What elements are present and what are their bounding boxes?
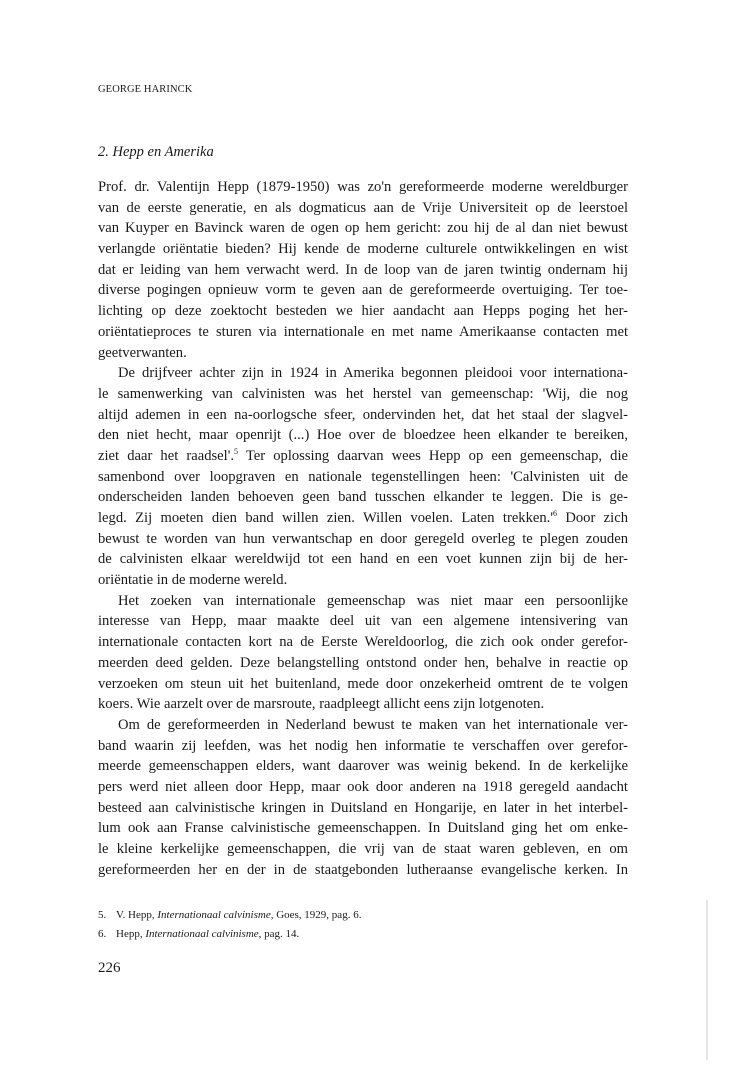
footnote-title: Internationaal calvinisme [157,909,271,921]
text-line [98,322,628,343]
scan-edge-shadow [706,900,708,1060]
text-line [98,818,628,839]
footnote-text: Hepp, [116,927,146,940]
text-segment: verlangde oriëntatie bieden? Hij kende de moderne culturele ontwikkelingen en wist [98,241,628,258]
footnote-ref: 5 [234,446,238,456]
text-line [98,798,628,819]
text-segment: band waarin zij leefden, was het nodig hen informatie te verschaffen over gerefor- [98,737,628,754]
text-segment: samenbond over loopgraven en nationale tegenstellingen heen: 'Calvinisten uit de [98,468,628,485]
text-segment: gereformeerden her en der in de staatgebonden lutheraanse evangelische kerken. In [98,861,628,878]
text-segment: ziet daar het raadsel'. [98,447,234,464]
text-segment: koers. Wie aarzelt over de marsroute, raadpleegt allicht eens zijn lotgenoten. [98,696,545,713]
text-segment: internationale contacten kort na de Eerste Wereldoorlog, die zich ook onder gerefor- [98,634,628,651]
text-segment: oriëntatieproces te sturen via internationale en met name Amerikaanse contacten met [98,323,628,340]
text-segment: Prof. dr. Valentijn Hepp (1879-1950) was zo'n gereformeerde moderne wereldburger [98,179,628,195]
text-line [98,405,628,426]
text-segment: lum ook aan Franse calvinistische gemeenschappen. In Duitsland ging het om enke- [98,820,628,837]
paragraph [98,363,628,591]
footnote [98,906,361,925]
text-segment: verzoeken om steun uit het buitenland, mede door onzekerheid omtrent de te volgen [98,675,628,692]
text-line [98,425,628,446]
running-head: GEORGE HARINCK [98,84,193,95]
paragraph [98,591,628,715]
footnotes [98,906,361,943]
text-segment: Om de gereformeerden in Nederland bewust te maken van het internationale ver- [118,716,628,733]
text-segment: pers werd niet alleen door Hepp, maar ook door anderen na 1918 geregeld aandacht [98,778,628,795]
text-segment: lichting op deze zoektocht besteden we hier aandacht aan Hepps poging het her- [98,303,628,320]
text-segment: onderscheiden landen behoeven geen band tusschen elkander te leggen. Die is ge- [98,489,628,506]
text-line [98,301,628,322]
text-segment: de calvinisten elkaar wereldwijd tot een hand en een voet kunnen zijn bij de her- [98,551,628,568]
text-segment: oriëntatie in de moderne wereld. [98,572,288,589]
paragraph [98,715,628,881]
footnote [98,925,361,944]
body-text [98,177,628,880]
text-line [98,280,628,301]
text-line [98,756,628,777]
text-line [98,549,628,570]
page-number: 226 [98,960,121,976]
footnote-text: V. Hepp, [116,909,158,921]
text-line [98,715,628,736]
text-line [98,839,628,860]
text-segment: van de eerste generatie, en als dogmaticus aan de Vrije Universiteit op de leerstoel [98,199,628,216]
text-line [98,177,628,198]
text-segment: interesse van Hepp, maar maakte deel uit van een algemene intensivering van [98,613,628,630]
text-line [98,591,628,612]
text-segment: geetverwanten. [98,344,187,361]
section-heading: 2. Hepp en Amerika [98,144,214,160]
text-segment: Door zich [556,510,628,526]
footnote-text: , pag. 14. [258,927,300,940]
text-segment: meerden deed gelden. Deze belangstelling ontstond onder hen, behalve in reactie op [98,654,628,671]
text-line [98,384,628,405]
text-segment: le kleine kerkelijke gemeenschappen, die vrij van de staat waren gebleven, en om [98,841,628,857]
text-line [98,736,628,757]
footnote-text: , Goes, 1929, pag. 6. [270,909,362,921]
text-segment: van Kuyper en Bavinck waren de ogen op hem gericht: zou hij de al dan niet bewust [98,220,628,237]
text-segment: den niet hecht, maar openrijt (...) Hoe over de bloedzee heen elkander te bereiken, [98,427,628,444]
text-line [98,467,628,488]
text-line [98,343,628,364]
text-segment: le samenwerking van calvinisten was het herstel van gemeenschap: 'Wij, die nog [98,385,628,402]
footnote-number: 5. [98,909,107,921]
text-segment: De drijfveer achter zijn in 1924 in Amerika begonnen pleidooi voor internationa- [118,365,628,382]
text-line [98,508,628,529]
text-line [98,611,628,632]
text-line [98,487,628,508]
footnote-ref: 6 [552,509,557,518]
footnote-title: Internationaal calvinisme [145,927,259,940]
footnote-number: 6. [98,927,107,940]
paragraph [98,177,628,363]
text-line [98,674,628,695]
text-line [98,218,628,239]
text-segment: besteed aan calvinistische kringen in Duitsland en Hongarije, en later in het interbel- [98,799,628,816]
text-segment: Ter oplossing daarvan wees Hepp op een gemeenschap, die [238,447,628,464]
text-line [98,446,628,467]
text-line [98,860,628,881]
text-line [98,260,628,281]
text-segment: altijd ademen in een na-oorlogsche sfeer, ondervinden het, dat het staal der slagvel- [98,406,628,423]
text-line [98,239,628,260]
text-line [98,632,628,653]
text-segment: dat er leiding van hem verwacht werd. In de loop van de jaren twintig ondernam hij [98,261,628,278]
text-segment: bewust te worden van hun verwantschap en door geregeld overleg te plegen zouden [98,530,628,547]
text-line [98,653,628,674]
text-line [98,529,628,550]
text-segment: legd. Zij moeten dien band willen zien. Willen voelen. Laten trekken.' [98,510,553,526]
text-line [98,777,628,798]
text-line [98,570,628,591]
text-line [98,198,628,219]
text-segment: diverse pogingen opnieuw vorm te geven aan de gereformeerde overtuiging. Ter toe- [98,282,628,299]
text-line [98,694,628,715]
text-segment: meerde gemeenschappen elders, want daarover was weinig bekend. In de kerkelijke [98,758,628,775]
text-segment: Het zoeken van internationale gemeenschap was niet maar een persoonlijke [118,592,628,609]
text-line [98,363,628,384]
